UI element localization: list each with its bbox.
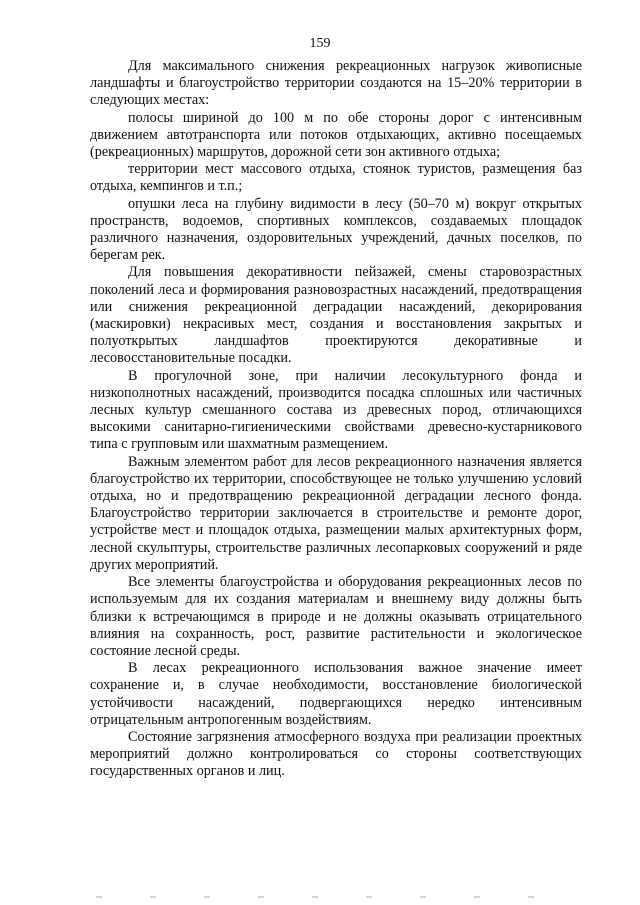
page-number: 159: [309, 36, 331, 51]
paragraph-landscaping: Важным элементом работ для лесов рекреационного назначения является благоустройство их территории, способствующее не только улучшению условий отдыха, но и предотвращению рекреационной деградации лесного фонда. Благоустройство территории заключается в строительстве и ремонте дорог, устройстве мест и площадок отдыха, размещении малых архитектурных форм, лесной скульптуры, строительстве различных лесопарковых сооружений и ряде других мероприятий.: [90, 453, 582, 573]
paragraph-walking-zone: В прогулочной зоне, при наличии лесокультурного фонда и низкополнотных насаждений, производится посадка сплошных или частичных лесных культур смешанного состава из древесных пород, отличающихся высокими санитарно-гигиеническими свойствами древесно-кустарникового типа с групповым или шахматным размещением.: [90, 367, 582, 453]
document-body: [90, 58, 582, 781]
list-item-road-strips: полосы шириной до 100 м по обе стороны дорог с интенсивным движением автотранспорта или потоков отдыхающих, активно посещаемых (рекреационных) маршрутов, дорожной сети зон активного отдыха;: [90, 109, 582, 161]
list-item-mass-recreation: территории мест массового отдыха, стоянок туристов, размещения баз отдыха, кемпингов и т.п.;: [90, 161, 582, 195]
scan-edge-artifact: [96, 896, 576, 898]
paragraph-intro: Для максимального снижения рекреационных нагрузок живописные ландшафты и благоустройство территории создаются на 15–20% территории в следующих местах:: [90, 58, 582, 109]
list-item-forest-edges: опушки леса на глубину видимости в лесу (50–70 м) вокруг открытых пространств, водоемов, спортивных комплексов, создаваемых площадок различного назначения, оздоровительных учреждений, дачных поселков, по берегам рек.: [90, 195, 582, 264]
paragraph-landscaping-elements: Все элементы благоустройства и оборудования рекреационных лесов по используемым для их создания материалам и внешнему виду должны быть близки к встречающимся в природе и не должны оказывать отрицательного влияния на сохранность, рост, развитие растительности и экологическое состояние лесной среды.: [90, 574, 582, 659]
paragraph-air-pollution: Состояние загрязнения атмосферного воздуха при реализации проектных мероприятий должно контролироваться со стороны соответствующих государственных органов и лиц.: [90, 728, 582, 780]
paragraph-biological-stability: В лесах рекреационного использования важное значение имеет сохранение и, в случае необходимости, восстановление биологической устойчивости насаждений, подвергающихся нередко интенсивным отрицательным антропогенным воздействиям.: [90, 660, 582, 728]
paragraph-decorative-plantings: Для повышения декоративности пейзажей, смены старовозрастных поколений леса и формирования разновозрастных насаждений, предотвращения или снижения рекреационной деградации насаждений, декорирования (маскировки) некрасивых мест, создания и восстановления закрытых и полуоткрытых ландшафтов проектируются декоративные и лесовосстановительные посадки.: [90, 264, 582, 367]
